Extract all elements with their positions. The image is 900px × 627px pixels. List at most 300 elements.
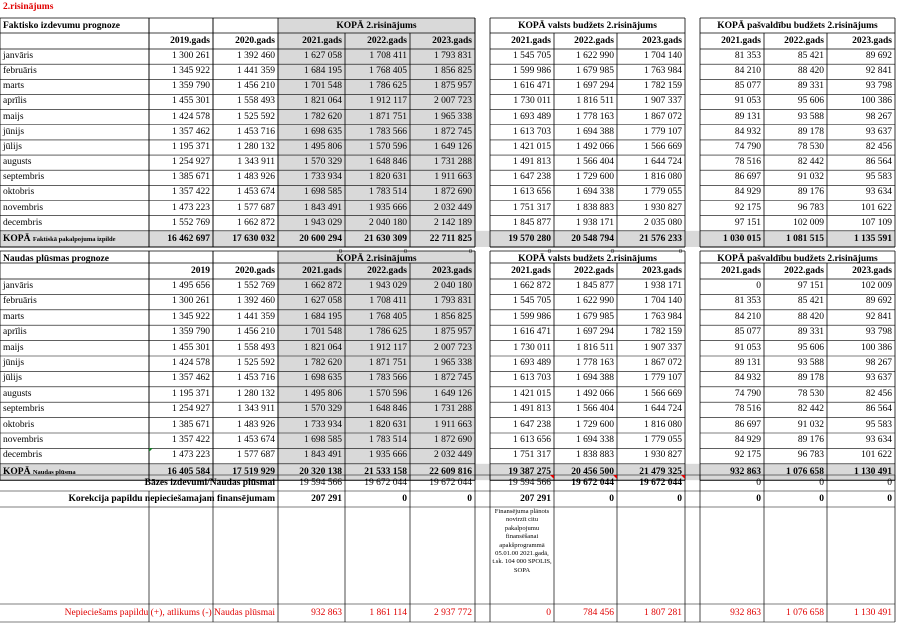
cell-value: 19 672 044 — [364, 478, 407, 488]
cell-value: 932 863 — [730, 608, 761, 618]
cell-value: 0 — [546, 608, 551, 618]
cell-value: 88 420 — [797, 66, 824, 77]
total-value: 21 576 233 — [639, 233, 682, 244]
cell-value: 1 935 666 — [369, 450, 407, 461]
cell-value: 1 473 223 — [172, 450, 210, 461]
cell-value: 89 131 — [734, 358, 761, 368]
cell-value: 92 841 — [865, 66, 892, 77]
cell-value: 1 453 674 — [237, 435, 275, 445]
cell-value: 84 210 — [734, 66, 761, 77]
row-label: jūnijs — [3, 358, 25, 368]
cell-value: 107 109 — [861, 217, 892, 228]
cell-value: 93 637 — [865, 126, 892, 137]
cell-value: 1 076 658 — [786, 608, 824, 618]
cell-value: 1 545 705 — [513, 51, 551, 61]
cell-value: 1 566 669 — [644, 388, 682, 399]
cell-value: 86 564 — [865, 157, 892, 168]
cell-value: 1 708 411 — [369, 296, 407, 307]
column-header: 2021.gads — [511, 266, 551, 276]
cell-value: 1 782 620 — [304, 358, 342, 368]
cell-value: 1 704 140 — [644, 51, 682, 61]
cell-value: 1 300 261 — [172, 296, 210, 307]
cell-value: 1 453 674 — [237, 187, 275, 198]
cell-value: 1 930 827 — [644, 450, 682, 461]
cell-value: 1 495 806 — [304, 141, 342, 152]
cell-value: 19 672 044 — [571, 478, 614, 488]
cell-value: 1 779 107 — [644, 126, 682, 137]
cell-value: 1 662 872 — [237, 217, 275, 228]
cell-value: 1 456 210 — [237, 81, 275, 92]
cell-value: 1 254 927 — [172, 404, 210, 415]
cell-value: 1 871 751 — [369, 111, 407, 122]
cell-value: 0 — [756, 478, 761, 488]
cell-value: 1 843 491 — [304, 202, 342, 213]
cell-value: 1 708 411 — [369, 51, 407, 61]
row-label: februāris — [3, 66, 37, 77]
group-header: KOPĀ 2.risinājums — [336, 21, 417, 31]
cell-value: 89 131 — [734, 111, 761, 122]
cell-value: 1 694 388 — [576, 126, 614, 137]
cell-value: 0 — [756, 494, 761, 504]
note-cell: Finansējuma plānots novirzīt citu pakalpojumu finansēšanai apakšprogrammā 05.01.00 2021.gadā, t.sk. 104 000 SPOLIS, SOPA — [492, 508, 552, 574]
cell-value: 1 441 359 — [237, 66, 275, 77]
cell-value: 0 — [819, 478, 824, 488]
cell-value: 98 267 — [865, 111, 892, 122]
cell-value: 1 782 159 — [644, 81, 682, 92]
column-header: 2020.gads — [235, 36, 275, 46]
cell-value: 1 779 055 — [644, 435, 682, 445]
cell-value: 19 672 044 — [639, 478, 682, 488]
total-value: 22 711 825 — [429, 233, 472, 244]
cell-value: 207 291 — [520, 494, 551, 504]
row-label: decembris — [3, 450, 43, 461]
cell-value: 1 644 724 — [644, 157, 682, 168]
column-header: 2021.gads — [302, 266, 342, 276]
cell-value: 0 — [819, 494, 824, 504]
cell-value: 2 142 189 — [434, 217, 472, 228]
cell-value: 85 077 — [734, 327, 761, 338]
cell-value: 1 392 460 — [237, 51, 275, 61]
zero-check: 0 — [469, 248, 472, 255]
cell-value: 91 053 — [734, 96, 761, 107]
cell-value: 1 495 656 — [172, 281, 210, 291]
cell-value: 89 176 — [797, 435, 824, 445]
column-header: 2021.gads — [721, 266, 761, 276]
cell-value: 1 616 471 — [513, 327, 551, 338]
cell-value: 1 845 877 — [576, 281, 614, 291]
cell-value: 1 838 883 — [576, 450, 614, 461]
cell-value: 95 606 — [797, 96, 824, 107]
total-value: 1 130 491 — [854, 466, 892, 477]
cell-value: 1 649 126 — [434, 141, 472, 152]
section-title: Faktisko izdevumu prognoze — [3, 21, 121, 31]
row-label: Bāzes izdevumi/Naudas plūsmai — [144, 478, 275, 488]
cell-value: 93 634 — [865, 435, 892, 445]
total-value: 21 630 309 — [364, 233, 407, 244]
total-label: KOPĀ Faktiskā pakalpojuma izpilde — [3, 233, 116, 244]
row-label: marts — [3, 311, 25, 322]
cell-value: 1 733 934 — [304, 419, 342, 430]
cell-value: 1 622 990 — [576, 296, 614, 307]
cell-value: 92 175 — [734, 450, 761, 461]
column-header: 2023.gads — [852, 36, 892, 46]
row-label: oktobris — [3, 187, 35, 198]
cell-value: 1 616 471 — [513, 81, 551, 92]
cell-value: 1 492 066 — [576, 141, 614, 152]
cell-value: 1 875 957 — [434, 327, 472, 338]
cell-value: 1 622 990 — [576, 51, 614, 61]
cell-value: 1 694 388 — [576, 373, 614, 384]
cell-value: 1 807 281 — [644, 608, 682, 618]
column-header: 2022.gads — [574, 266, 614, 276]
cell-value: 1 733 934 — [304, 172, 342, 183]
cell-value: 1 613 703 — [513, 126, 551, 137]
cell-value: 1 783 566 — [369, 126, 407, 137]
cell-value: 85 421 — [797, 296, 824, 307]
zero-check: 0 — [548, 248, 551, 255]
cell-value: 1 778 163 — [576, 358, 614, 368]
cell-value: 1 343 911 — [237, 404, 275, 415]
row-label: janvāris — [3, 281, 34, 291]
group-header: KOPĀ 2.risinājums — [336, 254, 417, 264]
cell-value: 1 684 195 — [304, 311, 342, 322]
cell-value: 1 647 238 — [513, 172, 551, 183]
cell-value: 74 790 — [734, 141, 761, 152]
cell-value: 1 872 690 — [434, 435, 472, 445]
cell-value: 1 768 405 — [369, 311, 407, 322]
cell-value: 93 588 — [797, 111, 824, 122]
cell-value: 1 570 329 — [304, 404, 342, 415]
row-label: decembris — [3, 217, 43, 228]
cell-value: 88 420 — [797, 311, 824, 322]
column-header: 2022.gads — [574, 36, 614, 46]
column-header: 2021.gads — [721, 36, 761, 46]
cell-value: 1 930 827 — [644, 202, 682, 213]
cell-value: 84 932 — [734, 126, 761, 137]
cell-value: 1 280 132 — [237, 141, 275, 152]
group-header: KOPĀ pašvaldību budžets 2.risinājums — [717, 254, 878, 264]
cell-value: 78 530 — [797, 388, 824, 399]
cell-value: 1 867 072 — [644, 111, 682, 122]
total-value: 19 387 275 — [508, 466, 551, 477]
row-label: septembris — [3, 172, 45, 183]
cell-value: 1 684 195 — [304, 66, 342, 77]
cell-value: 1 421 015 — [513, 141, 551, 152]
cell-value: 1 861 114 — [369, 608, 407, 618]
zero-check: 0 — [404, 248, 407, 255]
cell-value: 1 938 171 — [576, 217, 614, 228]
cell-value: 1 763 984 — [644, 66, 682, 77]
cell-value: 86 564 — [865, 404, 892, 415]
cell-value: 1 385 671 — [172, 172, 210, 183]
cell-value: 1 424 578 — [172, 358, 210, 368]
cell-value: 84 932 — [734, 373, 761, 384]
cell-value: 84 929 — [734, 435, 761, 445]
cell-value: 91 032 — [797, 419, 824, 430]
cell-value: 2 040 180 — [434, 281, 472, 291]
column-header: 2022.gads — [784, 266, 824, 276]
cell-value: 101 622 — [861, 450, 892, 461]
cell-value: 1 599 986 — [513, 311, 551, 322]
cell-value: 1 856 825 — [434, 311, 472, 322]
cell-value: 1 662 872 — [513, 281, 551, 291]
cell-value: 1 385 671 — [172, 419, 210, 430]
cell-value: 1 783 566 — [369, 373, 407, 384]
cell-value: 1 697 294 — [576, 327, 614, 338]
cell-value: 1 867 072 — [644, 358, 682, 368]
column-header: 2023.gads — [642, 36, 682, 46]
cell-value: 78 516 — [734, 404, 761, 415]
cell-value: 1 698 635 — [304, 126, 342, 137]
cell-value: 81 353 — [734, 296, 761, 307]
cell-value: 97 151 — [797, 281, 824, 291]
column-header: 2023.gads — [642, 266, 682, 276]
cell-value: 1 697 294 — [576, 81, 614, 92]
cell-value: 1 778 163 — [576, 111, 614, 122]
row-label: augusts — [3, 157, 32, 168]
cell-value: 93 634 — [865, 187, 892, 198]
cell-value: 89 176 — [797, 187, 824, 198]
cell-value: 1 694 338 — [576, 435, 614, 445]
cell-value: 1 627 058 — [304, 51, 342, 61]
cell-value: 1 698 585 — [304, 187, 342, 198]
row-label: maijs — [3, 111, 24, 122]
cell-value: 1 345 922 — [172, 311, 210, 322]
cell-value: 207 291 — [311, 494, 342, 504]
cell-value: 84 929 — [734, 187, 761, 198]
total-value: 22 609 816 — [429, 466, 472, 477]
cell-value: 1 693 489 — [513, 358, 551, 368]
cell-value: 1 613 703 — [513, 373, 551, 384]
cell-value: 1 694 338 — [576, 187, 614, 198]
column-header: 2022.gads — [367, 36, 407, 46]
cell-value: 1 965 338 — [434, 358, 472, 368]
total-label-detail: Naudas plūsma — [32, 468, 76, 476]
total-value: 20 456 500 — [571, 466, 614, 477]
cell-value: 89 692 — [865, 296, 892, 307]
cell-value: 1 545 705 — [513, 296, 551, 307]
row-label: maijs — [3, 342, 24, 353]
cell-value: 1 782 620 — [304, 111, 342, 122]
cell-value: 86 697 — [734, 172, 761, 183]
cell-value: 85 077 — [734, 81, 761, 92]
row-label: augusts — [3, 388, 32, 399]
total-value: 16 462 697 — [167, 233, 210, 244]
row-label: jūlijs — [3, 373, 23, 384]
cell-value: 89 178 — [797, 373, 824, 384]
cell-value: 1 566 404 — [576, 404, 614, 415]
row-label: janvāris — [3, 51, 34, 61]
cell-value: 1 820 631 — [369, 419, 407, 430]
cell-value: 1 455 301 — [172, 96, 210, 107]
cell-value: 1 729 600 — [576, 419, 614, 430]
cell-value: 1 491 813 — [513, 157, 551, 168]
cell-value: 1 821 064 — [304, 342, 342, 353]
total-value: 17 519 929 — [232, 466, 275, 477]
cell-value: 1 483 926 — [237, 419, 275, 430]
cell-value: 1 935 666 — [369, 202, 407, 213]
cell-value: 82 456 — [865, 388, 892, 399]
cell-value: 93 588 — [797, 358, 824, 368]
row-label: novembris — [3, 202, 44, 213]
cell-value: 1 679 985 — [576, 66, 614, 77]
cell-value: 1 965 338 — [434, 111, 472, 122]
cell-value: 1 701 548 — [304, 327, 342, 338]
cell-value: 2 032 449 — [434, 202, 472, 213]
cell-value: 82 442 — [797, 404, 824, 415]
cell-value: 1 649 126 — [434, 388, 472, 399]
cell-value: 1 782 159 — [644, 327, 682, 338]
cell-value: 0 — [677, 494, 682, 504]
cell-value: 1 130 491 — [854, 608, 892, 618]
cell-value: 1 644 724 — [644, 404, 682, 415]
cell-value: 1 779 107 — [644, 373, 682, 384]
cell-value: 1 912 117 — [369, 96, 407, 107]
cell-value: 1 558 493 — [237, 96, 275, 107]
total-value: 20 600 294 — [299, 233, 342, 244]
cell-value: 1 648 846 — [369, 404, 407, 415]
cell-value: 1 907 337 — [644, 96, 682, 107]
total-value: 1 135 591 — [854, 233, 892, 244]
column-header: 2020.gads — [235, 266, 275, 276]
cell-value: 1 424 578 — [172, 111, 210, 122]
cell-value: 86 697 — [734, 419, 761, 430]
column-header: 2023.gads — [432, 266, 472, 276]
cell-value: 2 040 180 — [369, 217, 407, 228]
total-value: 20 548 794 — [571, 233, 614, 244]
cell-value: 1 779 055 — [644, 187, 682, 198]
total-label: KOPĀ Naudas plūsma — [3, 466, 76, 477]
column-header: 2019 — [191, 266, 210, 276]
row-label: aprīlis — [3, 96, 27, 107]
cell-value: 1 816 080 — [644, 172, 682, 183]
cell-value: 82 442 — [797, 157, 824, 168]
cell-value: 102 009 — [793, 217, 824, 228]
cell-value: 92 841 — [865, 311, 892, 322]
row-label: oktobris — [3, 419, 35, 430]
total-value: 1 076 658 — [786, 466, 824, 477]
cell-value: 1 698 585 — [304, 435, 342, 445]
cell-value: 1 456 210 — [237, 327, 275, 338]
cell-value: 1 483 926 — [237, 172, 275, 183]
row-label: Korekcija papildu nepieciešamajam finansējumam — [68, 494, 275, 504]
cell-value: 1 943 029 — [304, 217, 342, 228]
sheet-title: 2.risinājums — [3, 2, 54, 12]
cell-value: 1 566 669 — [644, 141, 682, 152]
row-label: februāris — [3, 296, 37, 307]
cell-value: 1 421 015 — [513, 388, 551, 399]
cell-value: 1 751 317 — [513, 450, 551, 461]
cell-value: 1 816 511 — [576, 96, 614, 107]
cell-value: 2 007 723 — [434, 342, 472, 353]
column-header: 2021.gads — [302, 36, 342, 46]
cell-value: 95 583 — [865, 172, 892, 183]
column-header: 2023.gads — [432, 36, 472, 46]
cell-value: 1 195 371 — [172, 141, 210, 152]
column-header: 2023.gads — [852, 266, 892, 276]
cell-value: 1 911 663 — [434, 419, 472, 430]
cell-value: 81 353 — [734, 51, 761, 61]
cell-value: 1 912 117 — [369, 342, 407, 353]
cell-value: 1 441 359 — [237, 311, 275, 322]
column-header: 2021.gads — [511, 36, 551, 46]
cell-value: 1 566 404 — [576, 157, 614, 168]
cell-value: 932 863 — [311, 608, 342, 618]
zero-check: 0 — [611, 248, 614, 255]
total-value: 1 030 015 — [723, 233, 761, 244]
cell-value: 1 731 288 — [434, 157, 472, 168]
group-header: KOPĀ pašvaldību budžets 2.risinājums — [717, 21, 878, 31]
cell-value: 1 647 238 — [513, 419, 551, 430]
cell-value: 1 453 716 — [237, 126, 275, 137]
column-header: 2019.gads — [170, 36, 210, 46]
total-value: 21 533 158 — [364, 466, 407, 477]
total-value: 19 570 280 — [508, 233, 551, 244]
cell-value: 101 622 — [861, 202, 892, 213]
cell-value: 1 693 489 — [513, 111, 551, 122]
cell-value: 1 343 911 — [237, 157, 275, 168]
cell-value: 1 816 080 — [644, 419, 682, 430]
cell-value: 1 357 422 — [172, 435, 210, 445]
cell-value: 1 845 877 — [513, 217, 551, 228]
cell-value: 1 577 687 — [237, 450, 275, 461]
cell-value: 2 035 080 — [644, 217, 682, 228]
column-header: 2022.gads — [784, 36, 824, 46]
cell-value: 2 032 449 — [434, 450, 472, 461]
row-label: septembris — [3, 404, 45, 415]
row-label: Nepieciešams papildu (+), atlikums (-) Naudas plūsmai — [64, 608, 275, 618]
cell-value: 1 701 548 — [304, 81, 342, 92]
cell-value: 1 254 927 — [172, 157, 210, 168]
cell-value: 1 872 690 — [434, 187, 472, 198]
cell-value: 85 421 — [797, 51, 824, 61]
cell-value: 1 455 301 — [172, 342, 210, 353]
cell-value: 1 768 405 — [369, 66, 407, 77]
total-label-detail: Faktiskā pakalpojuma izpilde — [32, 235, 116, 243]
cell-value: 1 558 493 — [237, 342, 275, 353]
cell-value: 89 692 — [865, 51, 892, 61]
cell-value: 1 577 687 — [237, 202, 275, 213]
cell-value: 1 838 883 — [576, 202, 614, 213]
cell-value: 1 345 922 — [172, 66, 210, 77]
cell-value: 1 679 985 — [576, 311, 614, 322]
cell-value: 1 871 751 — [369, 358, 407, 368]
row-label: marts — [3, 81, 25, 92]
cell-value: 1 907 337 — [644, 342, 682, 353]
cell-value: 1 856 825 — [434, 66, 472, 77]
cell-value: 98 267 — [865, 358, 892, 368]
cell-value: 1 821 064 — [304, 96, 342, 107]
cell-value: 100 386 — [861, 96, 892, 107]
cell-value: 1 570 596 — [369, 388, 407, 399]
cell-value: 1 357 462 — [172, 126, 210, 137]
cell-value: 1 793 831 — [434, 296, 472, 307]
cell-value: 1 820 631 — [369, 172, 407, 183]
total-value: 932 863 — [730, 466, 761, 477]
row-label: aprīlis — [3, 327, 27, 338]
cell-value: 0 — [467, 494, 472, 504]
group-header: KOPĀ valsts budžets 2.risinājums — [518, 21, 657, 31]
cell-value: 93 798 — [865, 327, 892, 338]
cell-value: 1 627 058 — [304, 296, 342, 307]
cell-value: 1 300 261 — [172, 51, 210, 61]
cell-value: 1 495 806 — [304, 388, 342, 399]
cell-value: 1 875 957 — [434, 81, 472, 92]
cell-value: 78 530 — [797, 141, 824, 152]
cell-value: 96 783 — [797, 450, 824, 461]
cell-value: 0 — [887, 478, 892, 488]
cell-value: 0 — [887, 494, 892, 504]
